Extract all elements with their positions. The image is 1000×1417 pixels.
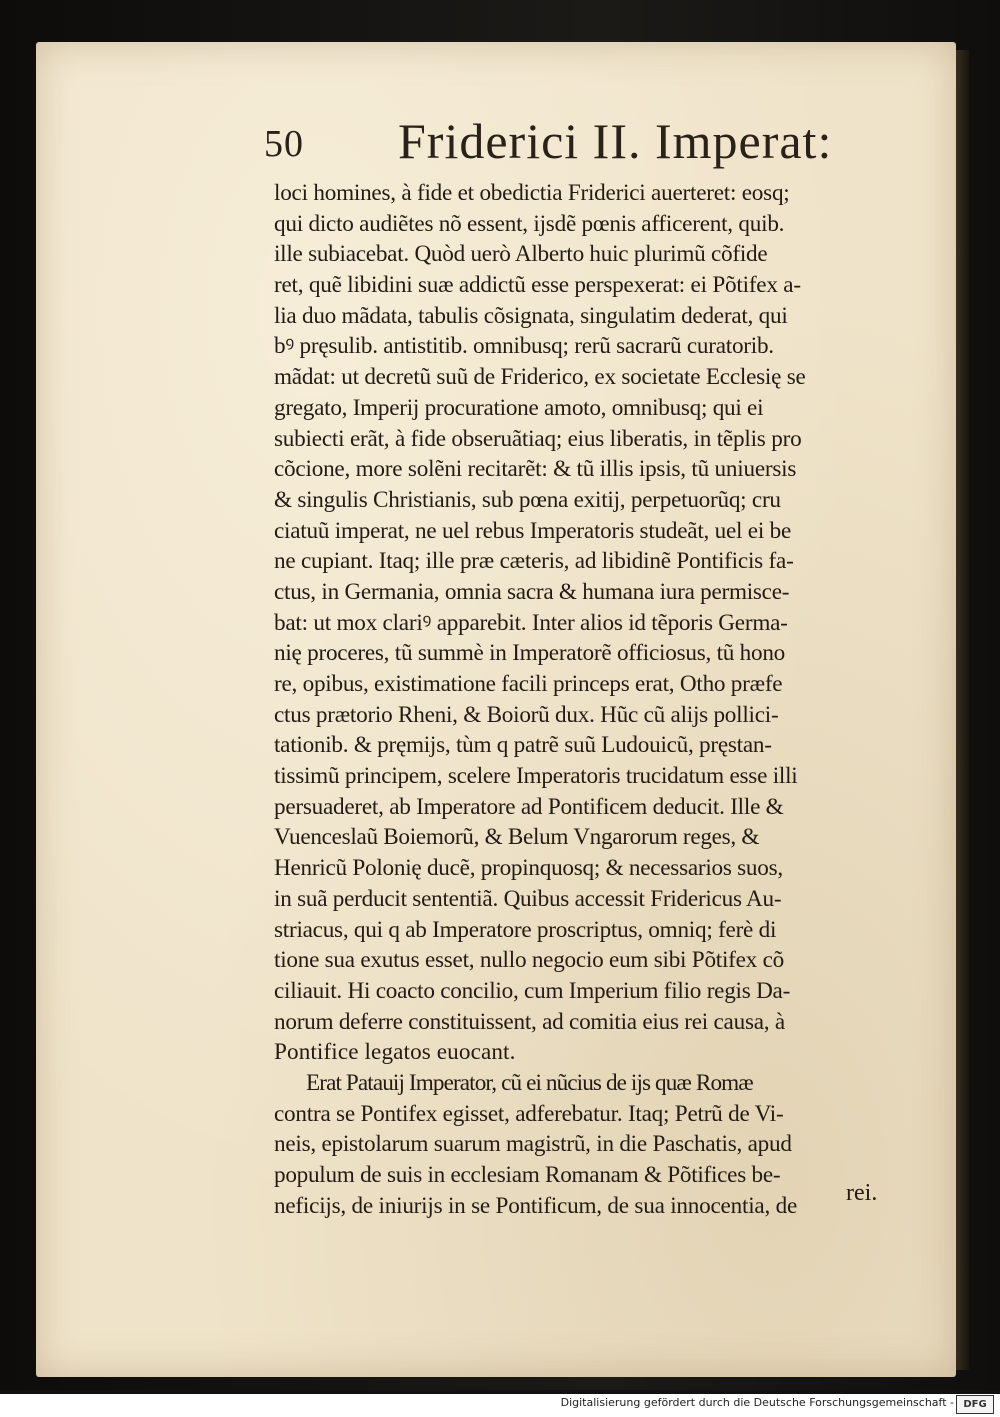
text-line: ctus prætorio Rheni, & Boiorũ dux. Hũc cũ alijs pollici- (274, 701, 779, 728)
text-line: ciatuũ imperat, ne uel rebus Imperatoris studeãt, uel ei be (274, 517, 792, 544)
text-line: Erat Patauij Imperator, cũ ei nũcius de ijs quæ Romæ (306, 1069, 753, 1096)
page-number: 50 (264, 123, 304, 165)
text-line: Henricũ Polonię ducẽ, propinquosq; & necessarios suos, (274, 855, 783, 882)
text-line: bꝰ pręsulib. antistitib. omnibusq; rerũ sacrarũ curatorib. (274, 333, 774, 360)
text-line: tationib. & pręmijs, tùm q patrẽ suũ Ludouicũ, pręstan- (274, 732, 772, 759)
text-line: bat: ut mox clariꝰ apparebit. Inter alios id tẽporis Germa- (274, 609, 788, 636)
footer-bar (0, 1394, 1000, 1417)
text-line: ille subiacebat. Quòd uerò Alberto huic plurimũ cõfide (274, 241, 768, 268)
text-line: tione sua exutus esset, nullo negocio eum sibi Põtifex cõ (274, 947, 784, 974)
text-line: lia duo mãdata, tabulis cõsignata, singulatim dederat, qui (274, 302, 788, 329)
text-line: tissimũ principem, scelere Imperatoris trucidatum esse illi (274, 763, 798, 790)
text-line: cõcione, more solẽni recitarẽt: & tũ illis ipsis, tũ uniuersis (274, 456, 797, 483)
text-line: neficijs, de iniurijs in se Pontificum, de sua innocentia, de (274, 1192, 798, 1219)
running-head (264, 112, 833, 169)
text-line: persuaderet, ab Imperatore ad Pontificem deducit. Ille & (274, 793, 784, 820)
text-line: gregato, Imperij procuratione amoto, omnibusq; qui ei (274, 394, 764, 421)
page-edge (955, 50, 969, 1370)
running-head-title: Friderici II. Imperat: (398, 113, 833, 169)
text-line: Pontifice legatos euocant. (274, 1039, 516, 1066)
text-line: ctus, in Germania, omnia sacra & humana iura permisce- (274, 578, 790, 605)
text-line: & singulis Christianis, sub pœna exitij, perpetuorũq; cru (274, 486, 781, 513)
text-line: striacus, qui q ab Imperatore proscriptus, omniq; ferè di (274, 916, 777, 943)
text-line: Vuenceslaũ Boiemorũ, & Belum Vngarorum reges, & (274, 824, 760, 851)
funding-notice: Digitalisierung gefördert durch die Deutsche Forschungsgemeinschaft - (560, 1396, 954, 1409)
text-line: qui dicto audiẽtes nõ essent, ijsdẽ pœnis afficerent, quib. (274, 210, 785, 237)
text-line: ret, quẽ libidini suæ addictũ esse perspexerat: ei Põtifex a- (274, 272, 801, 299)
text-line: nię proceres, tũ summè in Imperatorẽ officiosus, tũ hono (274, 640, 786, 667)
catchword: rei. (846, 1180, 878, 1206)
text-line: populum de suis in ecclesiam Romanam & Põtifices be- (274, 1162, 781, 1188)
text-line: neis, epistolarum suarum magistrũ, in die Paschatis, apud (274, 1131, 792, 1158)
body-text (274, 178, 910, 1221)
text-line: subiecti erãt, à fide obseruãtiaq; eius liberatis, in tẽplis pro (274, 425, 802, 452)
text-line: re, opibus, existimatione facili princeps erat, Otho præfe (274, 671, 783, 697)
text-line: contra se Pontifex egisset, adferebatur. Itaq; Petrũ de Vi- (274, 1100, 784, 1127)
text-line: norum deferre constituissent, ad comitia eius rei causa, à (274, 1008, 785, 1035)
text-line: ciliauit. Hi coacto concilio, cum Imperium filio regis Da- (274, 977, 791, 1004)
dfg-logo: DFG (956, 1395, 994, 1414)
text-line: loci homines, à fide et obedictia Friderici auerteret: eosq; (274, 180, 790, 206)
text-line: mãdat: ut decretũ suũ de Friderico, ex societate Ecclesię se (274, 364, 806, 391)
text-line: in suã perducit sententiã. Quibus accessit Fridericus Au- (274, 885, 782, 912)
text-line: ne cupiant. Itaq; ille præ cæteris, ad libidinẽ Pontificis fa- (274, 548, 794, 575)
